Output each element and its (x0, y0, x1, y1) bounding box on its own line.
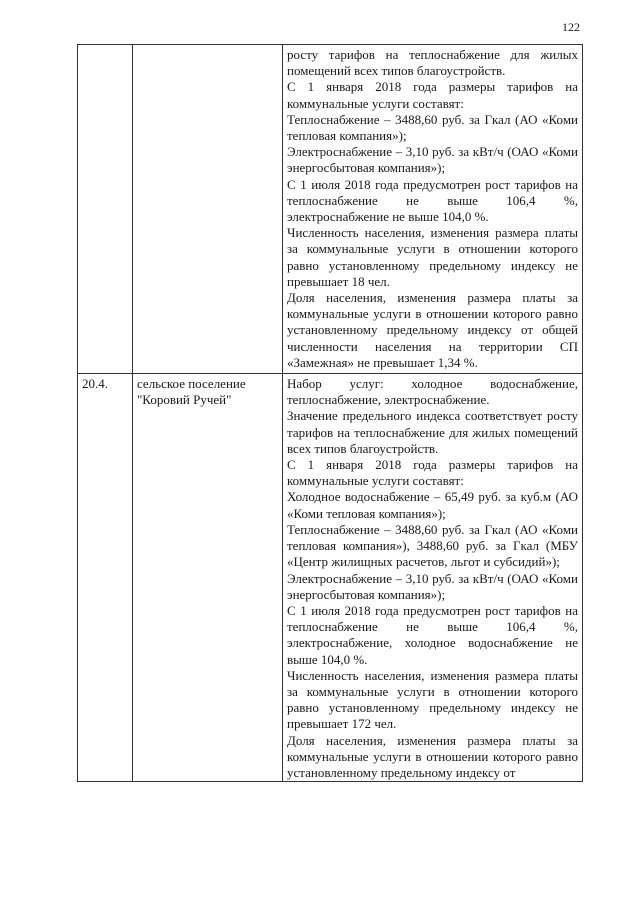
paragraph: С 1 июля 2018 года предусмотрен рост тарифов на теплоснабжение не выше 106,4 %, электроснабжение не выше 104,0 %. (287, 176, 578, 225)
paragraph: Теплоснабжение – 3488,60 руб. за Гкал (АО «Коми тепловая компания»), 3488,60 руб. за Гкал (МБУ «Центр жилищных расчетов, льгот и субсидий»); (287, 521, 578, 570)
paragraph: С 1 июля 2018 года предусмотрен рост тарифов на теплоснабжение не выше 106,4 %, электроснабжение, холодное водоснабжение не выше 104,0 %. (287, 602, 578, 667)
table-row (78, 45, 583, 374)
paragraph: Численность населения, изменения размера платы за коммунальные услуги в отношении которого равно установленному предельному индексу не превышает 172 чел. (287, 667, 578, 732)
settlement-cell: сельское поселение "Коровий Ручей" (133, 374, 283, 782)
paragraph: Доля населения, изменения размера платы за коммунальные услуги в отношении которого равно установленному предельному индексу от (287, 732, 578, 780)
page-number: 122 (562, 20, 580, 34)
row-number-cell (78, 45, 133, 374)
paragraph: С 1 января 2018 года размеры тарифов на коммунальные услуги составят: (287, 79, 578, 111)
row-number-cell: 20.4. (78, 374, 133, 782)
paragraph: Численность населения, изменения размера платы за коммунальные услуги в отношении которого равно установленному предельному индексу не превышает 18 чел. (287, 225, 578, 289)
paragraph: росту тарифов на теплоснабжение для жилых помещений всех типов благоустройств. (287, 47, 578, 79)
paragraph: Теплоснабжение – 3488,60 руб. за Гкал (АО «Коми тепловая компания»); (287, 111, 578, 144)
table-row (78, 374, 583, 782)
paragraph: Холодное водоснабжение – 65,49 руб. за куб.м (АО «Коми тепловая компания»); (287, 489, 578, 521)
tariff-table (77, 44, 583, 782)
paragraph: С 1 января 2018 года размеры тарифов на коммунальные услуги составят: (287, 457, 578, 489)
paragraph: Набор услуг: холодное водоснабжение, теплоснабжение, электроснабжение. (287, 376, 578, 408)
description-cell (283, 374, 583, 782)
description-cell (283, 45, 583, 374)
settlement-cell (133, 45, 283, 374)
paragraph: Электроснабжение – 3,10 руб. за кВт/ч (ОАО «Коми энергосбытовая компания»); (287, 144, 578, 176)
paragraph: Значение предельного индекса соответствует росту тарифов на теплоснабжение для жилых помещений всех типов благоустройств. (287, 408, 578, 456)
paragraph: Доля населения, изменения размера платы за коммунальные услуги в отношении которого равно установленному предельному индексу от общей численности населения на территории СП «Замежная» не превышает 1,34 %. (287, 290, 578, 370)
paragraph: Электроснабжение – 3,10 руб. за кВт/ч (ОАО «Коми энергосбытовая компания»); (287, 570, 578, 602)
